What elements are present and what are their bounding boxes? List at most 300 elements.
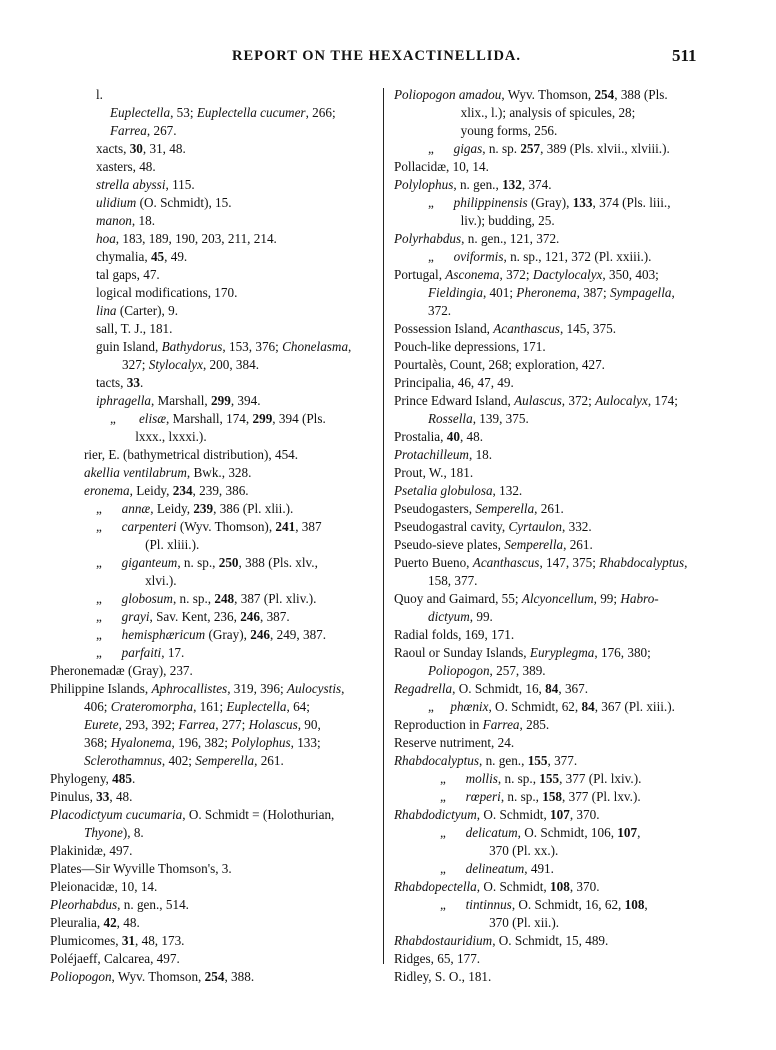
entry-text: xacts, <box>96 141 130 156</box>
index-entry <box>50 788 372 806</box>
taxon-name: ulidium <box>96 195 137 210</box>
entry-text: , <box>671 285 675 300</box>
taxon-name: mollis <box>465 771 498 786</box>
entry-text: , 491. <box>524 861 554 876</box>
taxon-name: Acanthascus <box>472 555 540 570</box>
entry-text: , n. sp., <box>497 771 540 786</box>
taxon-name: strella abyssi <box>96 177 166 192</box>
page-reference-bold: 107 <box>617 825 638 840</box>
entry-text: , 293, 392; <box>118 717 179 732</box>
index-entry <box>394 824 730 842</box>
entry-text: 370 (Pl. xii.). <box>466 915 560 930</box>
entry-text: , 374. <box>521 177 552 192</box>
entry-text: Ridges, 65, 177. <box>394 951 481 966</box>
index-entry <box>50 932 372 950</box>
entry-text: (Gray), <box>205 627 251 642</box>
taxon-name: Poliopogon <box>50 969 112 984</box>
index-entry <box>394 770 730 788</box>
index-entry <box>394 338 730 356</box>
page-reference-bold: 45 <box>150 249 165 264</box>
entry-text: xlix., l.); analysis of spicules, 28; <box>454 105 636 120</box>
index-entry <box>394 752 730 770</box>
entry-text: , 64; <box>286 699 310 714</box>
entry-text: , n. gen., <box>478 753 528 768</box>
entry-text: 158, 377. <box>428 573 478 588</box>
index-entry <box>394 536 730 554</box>
index-entry <box>394 86 730 104</box>
page-reference-bold: 241 <box>275 519 296 534</box>
entry-text: , 17. <box>161 645 185 660</box>
entry-text: , 402; <box>161 753 196 768</box>
entry-text: Prostalia, <box>394 429 447 444</box>
entry-text: , 372; <box>561 393 596 408</box>
taxon-name: Aulascus <box>514 393 562 408</box>
entry-text: , 161; <box>193 699 227 714</box>
entry-text: „ <box>96 609 122 624</box>
entry-text: , 145, 375. <box>559 321 616 336</box>
index-entry <box>50 500 372 518</box>
entry-text: , n. sp. <box>482 141 521 156</box>
entry-text: Reproduction in <box>394 717 483 732</box>
entry-text: , 99. <box>469 609 493 624</box>
entry-text: , n. gen., <box>453 177 503 192</box>
taxon-name: Psetalia globulosa <box>394 483 493 498</box>
entry-text: , 350, 403; <box>602 267 659 282</box>
taxon-name: Thyone <box>84 825 123 840</box>
taxon-name: Aulocystis <box>286 681 342 696</box>
entry-text: Prince Edward Island, <box>394 393 515 408</box>
entry-text: Plakinidæ, 497. <box>50 843 133 858</box>
entry-text: , n. gen., 514. <box>117 897 189 912</box>
entry-text: „ <box>440 825 466 840</box>
entry-text: , 239, 386. <box>192 483 249 498</box>
index-entry <box>50 842 372 860</box>
entry-text: young forms, 256. <box>454 123 558 138</box>
taxon-name: phœnix <box>450 699 489 714</box>
entry-text: „ <box>96 519 122 534</box>
entry-text: , 266; <box>305 105 336 120</box>
index-entry <box>394 518 730 536</box>
entry-text: , 147, 375; <box>539 555 600 570</box>
index-entry <box>50 968 372 986</box>
index-entry <box>394 446 730 464</box>
column-divider <box>383 88 384 964</box>
entry-text: (Gray), <box>527 195 573 210</box>
entry-text: , 49. <box>164 249 188 264</box>
index-entry <box>394 716 730 734</box>
page-reference-bold: 254 <box>594 87 615 102</box>
index-entry <box>50 428 372 446</box>
index-entry <box>50 320 372 338</box>
entry-text: , 319, 396; <box>227 681 287 696</box>
taxon-name: Farrea <box>482 717 520 732</box>
index-entry <box>50 770 372 788</box>
page-reference-bold: 248 <box>214 591 235 606</box>
index-entry <box>50 716 372 734</box>
index-entry <box>394 302 730 320</box>
entry-text: Pinulus, <box>50 789 97 804</box>
entry-text: chymalia, <box>96 249 151 264</box>
entry-text: Principalia, 46, 47, 49. <box>394 375 514 390</box>
entry-text: Possession Island, <box>394 321 494 336</box>
index-entry <box>50 392 372 410</box>
taxon-name: dictyum <box>428 609 470 624</box>
index-entry <box>50 950 372 968</box>
entry-text: , 388 (Pls. xlv., <box>238 555 318 570</box>
index-entry <box>50 194 372 212</box>
entry-text: Ridley, S. O., 181. <box>394 969 492 984</box>
index-entry <box>394 572 730 590</box>
index-entry <box>50 284 372 302</box>
entry-text: , <box>341 681 345 696</box>
entry-text: (Wyv. Thomson), <box>176 519 276 534</box>
entry-text: , 370. <box>569 879 600 894</box>
taxon-name: Sclerothamnus <box>84 753 162 768</box>
taxon-name: Semperella <box>504 537 564 552</box>
entry-text: 327; <box>122 357 149 372</box>
taxon-name: tintinnus <box>465 897 512 912</box>
taxon-name: Rhabdocalyptus <box>394 753 479 768</box>
page-reference-bold: 250 <box>218 555 239 570</box>
index-entry <box>394 104 730 122</box>
taxon-name: manon <box>96 213 132 228</box>
index-entry <box>50 410 372 428</box>
taxon-name: Farrea <box>110 123 147 138</box>
index-entry <box>50 176 372 194</box>
entry-text: ), 8. <box>122 825 144 840</box>
entry-text: rier, E. (bathymetrical distribution), 454. <box>84 447 299 462</box>
page-reference-bold: 155 <box>539 771 560 786</box>
taxon-name: Polylophus <box>394 177 454 192</box>
entry-text: , 249, 387. <box>270 627 327 642</box>
taxon-name: parfaiti <box>121 645 162 660</box>
entry-text: , 394 (Pls. <box>272 411 326 426</box>
index-entry <box>50 158 372 176</box>
entry-text: , 48. <box>116 915 140 930</box>
entry-text: , <box>644 897 648 912</box>
index-entry <box>394 932 730 950</box>
page-header <box>0 42 776 72</box>
taxon-name: Chonelasma <box>282 339 349 354</box>
taxon-name: Regadrella <box>394 681 453 696</box>
entry-text: 372. <box>428 303 452 318</box>
entry-text: , n. sp., <box>500 789 543 804</box>
index-entry <box>394 680 730 698</box>
taxon-name: eronema <box>84 483 130 498</box>
entry-text: „ <box>428 249 454 264</box>
entry-text: , 367. <box>558 681 589 696</box>
taxon-name: Eurete <box>84 717 119 732</box>
index-entry <box>50 518 372 536</box>
entry-text: , 99; <box>593 591 621 606</box>
index-entry <box>50 302 372 320</box>
entry-text: Pseudogastral cavity, <box>394 519 509 534</box>
page-reference-bold: 158 <box>542 789 562 804</box>
entry-text: (O. Schmidt), 15. <box>136 195 232 210</box>
index-column-left <box>50 86 372 986</box>
entry-text: , 372; <box>499 267 533 282</box>
taxon-name: Acanthascus <box>493 321 560 336</box>
entry-text: Pheronemadæ (Gray), 237. <box>50 663 193 678</box>
page-reference-bold: 84 <box>545 681 559 696</box>
entry-text: „ <box>428 195 454 210</box>
entry-text: sall, T. J., 181. <box>96 321 173 336</box>
page-reference-bold: 239 <box>193 501 214 516</box>
entry-text: , Leidy, <box>129 483 173 498</box>
entry-text: , Marshall, 174, <box>166 411 253 426</box>
entry-text: , 387 <box>295 519 322 534</box>
taxon-name: lina <box>96 303 117 318</box>
taxon-name: rœperi <box>465 789 501 804</box>
page-reference-bold: 30 <box>129 141 143 156</box>
entry-text: Philippine Islands, <box>50 681 152 696</box>
index-entry <box>50 266 372 284</box>
taxon-name: delicatum <box>465 825 518 840</box>
taxon-name: Protachilleum <box>394 447 469 462</box>
entry-text: , Wyv. Thomson, <box>501 87 595 102</box>
entry-text: l. <box>96 87 103 102</box>
index-entry <box>50 356 372 374</box>
index-entry <box>50 338 372 356</box>
entry-text: , 133; <box>290 735 321 750</box>
index-entry <box>394 230 730 248</box>
entry-text: , 394. <box>230 393 261 408</box>
entry-text: Prout, W., 181. <box>394 465 474 480</box>
entry-text: , 257, 389. <box>489 663 546 678</box>
entry-text: , n. gen., 121, 372. <box>461 231 560 246</box>
entry-text: , O. Schmidt, <box>476 807 551 822</box>
entry-text: Pleuralia, <box>50 915 104 930</box>
taxon-name: delineatum <box>465 861 525 876</box>
entry-text: 370 (Pl. xx.). <box>466 843 559 858</box>
entry-text: , 367 (Pl. xiii.). <box>594 699 675 714</box>
index-entry <box>394 806 730 824</box>
entry-text: „ <box>440 771 466 786</box>
taxon-name: Stylocalyx <box>148 357 203 372</box>
taxon-name: giganteum <box>121 555 178 570</box>
entry-text: „ <box>96 627 122 642</box>
entry-text: Portugal, <box>394 267 446 282</box>
index-column-right <box>394 86 730 986</box>
entry-text: liv.); budding, 25. <box>454 213 555 228</box>
index-entry <box>394 266 730 284</box>
index-entry <box>50 140 372 158</box>
index-entry <box>50 680 372 698</box>
entry-text: , Leidy, <box>150 501 194 516</box>
entry-text: , 196, 382; <box>171 735 232 750</box>
entry-text: . <box>139 375 144 390</box>
page-reference-bold: 31 <box>121 933 135 948</box>
taxon-name: Rhabdodictyum <box>394 807 477 822</box>
entry-text: , 200, 384. <box>202 357 259 372</box>
taxon-name: annæ <box>121 501 151 516</box>
index-entry <box>50 374 372 392</box>
entry-text: , 183, 189, 190, 203, 211, 214. <box>115 231 277 246</box>
entry-text: Puerto Bueno, <box>394 555 473 570</box>
index-entry <box>394 626 730 644</box>
index-entry <box>50 212 372 230</box>
entry-text: „ <box>96 555 122 570</box>
entry-text: Pseudo-sieve plates, <box>394 537 505 552</box>
index-entry <box>394 644 730 662</box>
index-entry <box>394 842 730 860</box>
entry-text: , 401; <box>482 285 517 300</box>
entry-text: , 377 (Pl. lxv.). <box>562 789 641 804</box>
index-entry <box>394 320 730 338</box>
entry-text: , 387; <box>576 285 610 300</box>
taxon-name: Euryplegma <box>529 645 595 660</box>
index-entry <box>394 914 730 932</box>
taxon-name: Euplectella cucumer <box>196 105 306 120</box>
entry-text: Pleionacidæ, 10, 14. <box>50 879 158 894</box>
entry-text: , <box>348 339 352 354</box>
entry-text: , O. Schmidt, 62, <box>488 699 582 714</box>
page-reference-bold: 299 <box>252 411 273 426</box>
entry-text: , <box>637 825 641 840</box>
index-entry <box>50 860 372 878</box>
entry-text: Radial folds, 169, 171. <box>394 627 515 642</box>
index-entry <box>50 572 372 590</box>
entry-text: Quoy and Gaimard, 55; <box>394 591 522 606</box>
entry-text: , 153, 376; <box>222 339 283 354</box>
entry-text: guin Island, <box>96 339 162 354</box>
entry-text: , 90, <box>297 717 321 732</box>
taxon-name: grayi <box>121 609 150 624</box>
page-reference-bold: 132 <box>502 177 522 192</box>
index-entry <box>394 482 730 500</box>
taxon-name: iphragella <box>96 393 151 408</box>
page-reference-bold: 234 <box>172 483 193 498</box>
entry-text: , 261. <box>563 537 593 552</box>
entry-text: , 48. <box>459 429 484 444</box>
taxon-name: Crateromorpha <box>110 699 194 714</box>
index-entry <box>394 896 730 914</box>
index-entry <box>50 878 372 896</box>
page-reference-bold: 84 <box>581 699 595 714</box>
entry-text: Reserve nutriment, 24. <box>394 735 515 750</box>
index-entry <box>50 464 372 482</box>
entry-text: , 374 (Pls. liii., <box>592 195 671 210</box>
index-entry <box>50 734 372 752</box>
index-entry <box>50 626 372 644</box>
page-reference-bold: 40 <box>446 429 460 444</box>
index-entry <box>394 140 730 158</box>
entry-text: xlvi.). <box>122 573 177 588</box>
entry-text: , 388. <box>224 969 255 984</box>
taxon-name: Rossella <box>428 411 473 426</box>
page-reference-bold: 133 <box>572 195 593 210</box>
index-entry <box>50 446 372 464</box>
index-entry <box>394 734 730 752</box>
page-reference-bold: 33 <box>96 789 110 804</box>
taxon-name: akellia ventilabrum <box>84 465 187 480</box>
entry-text: „ <box>440 861 466 876</box>
taxon-name: globosum <box>121 591 173 606</box>
taxon-name: Alcyoncellum <box>521 591 594 606</box>
entry-text: , Marshall, <box>150 393 212 408</box>
entry-text: , n. sp., <box>177 555 219 570</box>
entry-text: „ <box>96 645 122 660</box>
entry-text: „ <box>440 897 466 912</box>
entry-text: , Sav. Kent, 236, <box>149 609 241 624</box>
taxon-name: hemisphæricum <box>121 627 206 642</box>
entry-text: Phylogeny, <box>50 771 113 786</box>
taxon-name: Cyrtaulon <box>508 519 562 534</box>
entry-text: „ <box>440 789 466 804</box>
entry-text: , 377 (Pl. lxiv.). <box>559 771 642 786</box>
index-entry <box>394 878 730 896</box>
entry-text: Plumicomes, <box>50 933 122 948</box>
index-entry <box>394 590 730 608</box>
index-entry <box>394 410 730 428</box>
entry-text: lxxx., lxxxi.). <box>122 429 207 444</box>
entry-text: , 277; <box>215 717 249 732</box>
entry-text: , 139, 375. <box>472 411 529 426</box>
index-entry <box>394 392 730 410</box>
entry-text: Poléjaeff, Calcarea, 497. <box>50 951 180 966</box>
index-entry <box>50 806 372 824</box>
taxon-name: Aulocalyx <box>595 393 648 408</box>
entry-text: „ <box>96 591 122 606</box>
index-entry <box>50 752 372 770</box>
entry-text: logical modifications, 170. <box>96 285 238 300</box>
entry-text: , n. sp., 121, 372 (Pl. xxiii.). <box>503 249 652 264</box>
index-entry <box>394 788 730 806</box>
page-reference-bold: 42 <box>103 915 117 930</box>
entry-text: . <box>131 771 136 786</box>
entry-text: , O. Schmidt, 15, 489. <box>492 933 609 948</box>
index-entry <box>50 644 372 662</box>
page-reference-bold: 254 <box>204 969 225 984</box>
page-reference-bold: 107 <box>550 807 570 822</box>
entry-text: , Bwk., 328. <box>186 465 252 480</box>
index-entry <box>394 662 730 680</box>
entry-text: 406; <box>84 699 111 714</box>
taxon-name: Pheronema <box>516 285 577 300</box>
index-entry <box>50 104 372 122</box>
index-entry <box>394 356 730 374</box>
taxon-name: Rhabdopectella <box>394 879 477 894</box>
page-reference-bold: 33 <box>126 375 140 390</box>
entry-text: , 386 (Pl. xlii.). <box>213 501 294 516</box>
page-reference-bold: 257 <box>520 141 541 156</box>
index-entry <box>394 194 730 212</box>
entry-text: (Carter), 9. <box>116 303 179 318</box>
taxon-name: Sympagella <box>609 285 672 300</box>
entry-text: „ <box>110 411 139 426</box>
index-entry <box>50 914 372 932</box>
entry-text: (Pl. xliii.). <box>122 537 200 552</box>
entry-text: , 387. <box>259 609 290 624</box>
taxon-name: Poliopogon amadou <box>394 87 502 102</box>
entry-text: , 388 (Pls. <box>614 87 668 102</box>
entry-text: Pouch-like depressions, 171. <box>394 339 546 354</box>
taxon-name: Asconema <box>445 267 500 282</box>
index-entry <box>394 374 730 392</box>
index-entry <box>50 536 372 554</box>
entry-text: Plates—Sir Wyville Thomson's, 3. <box>50 861 232 876</box>
taxon-name: Fieldingia <box>428 285 483 300</box>
index-entry <box>50 122 372 140</box>
taxon-name: Semperella <box>475 501 535 516</box>
entry-text: , 53; <box>170 105 197 120</box>
taxon-name: Pleorhabdus <box>50 897 118 912</box>
entry-text: , 18. <box>131 213 155 228</box>
page-reference-bold: 246 <box>250 627 270 642</box>
page-reference-bold: 108 <box>624 897 645 912</box>
index-entry <box>50 554 372 572</box>
taxon-name: Rhabdostauridium <box>394 933 493 948</box>
